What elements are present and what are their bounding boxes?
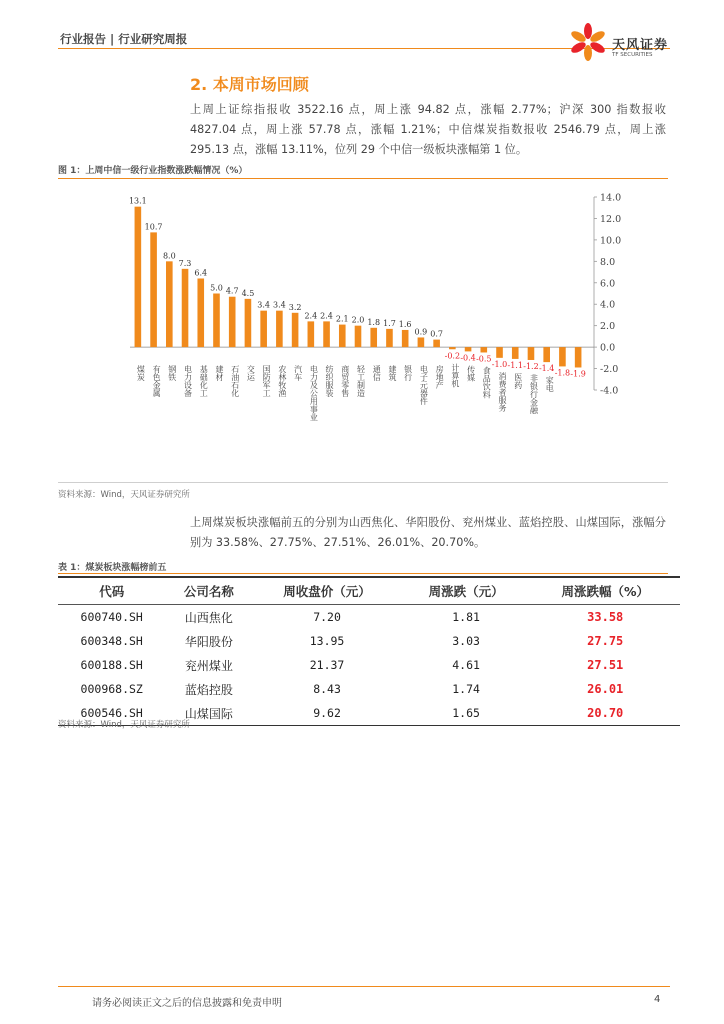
category-label: 电子元器件 <box>419 365 429 406</box>
bar <box>229 297 236 347</box>
header-change-pct: 周涨跌幅（%） <box>530 577 680 605</box>
category-label: 轻工制造 <box>356 365 366 398</box>
footer-divider <box>58 986 670 987</box>
figure-bottom-divider <box>58 482 668 483</box>
bar-value-label: -1.4 <box>538 364 555 374</box>
category-label: 建筑 <box>387 365 397 382</box>
bar <box>543 347 550 362</box>
y-tick-label: 10.0 <box>600 235 622 247</box>
y-tick-label: 12.0 <box>600 213 622 225</box>
cell-close-price: 9.62 <box>252 701 402 726</box>
bar <box>292 313 299 347</box>
header-breadcrumb: 行业报告 | 行业研究周报 <box>60 32 188 46</box>
figure-caption: 图 1：上周中信一级行业指数涨跌幅情况（%） <box>58 166 248 176</box>
figure-source: 资料来源：Wind，天风证券研究所 <box>58 490 190 500</box>
cell-company: 兖州煤业 <box>184 658 233 673</box>
category-label: 商贸零售 <box>340 365 350 398</box>
category-label: 银行 <box>403 365 413 382</box>
header-change: 周涨跌（元） <box>402 577 531 605</box>
cell-change-pct: 27.75 <box>587 634 624 648</box>
cell-company: 华阳股份 <box>184 634 233 649</box>
table-row <box>58 653 680 677</box>
bar <box>433 340 440 348</box>
market-review-paragraph: 上周上证综指报收 3522.16 点，周上涨 94.82 点，涨幅 2.77%；沪深 300 指数报收 4827.04 点，周上涨 57.78 点，涨幅 1.21%；中信煤炭指数报收 2546.79 点，周上涨 295.13 点，涨幅 13.11%，位列 29 个中信一级板块涨幅第 1 位。 <box>190 103 666 156</box>
bar <box>245 299 252 347</box>
bar-value-label: 1.7 <box>383 318 396 328</box>
category-label: 通信 <box>372 365 382 382</box>
category-label: 电力及公用事业 <box>309 365 319 422</box>
table-row <box>58 605 680 630</box>
table-source: 资料来源：Wind，天风证券研究所 <box>58 720 190 730</box>
bar <box>418 337 425 347</box>
cell-change: 4.61 <box>452 658 480 672</box>
bar <box>260 311 267 347</box>
category-label: 电力设备 <box>183 365 193 398</box>
bar-value-label: -0.4 <box>460 353 476 363</box>
cell-code: 000968.SZ <box>80 682 143 696</box>
bar-value-label: -1.2 <box>523 361 539 371</box>
bar <box>197 278 204 347</box>
bar-value-label: 2.4 <box>304 311 318 321</box>
bar-value-label: -1.9 <box>570 369 586 379</box>
y-tick-label: -4.0 <box>600 385 619 397</box>
cell-company: 山煤国际 <box>165 701 252 726</box>
bar-value-label: 10.7 <box>144 222 163 232</box>
category-label: 有色金属 <box>152 365 162 398</box>
bar-value-label: 0.9 <box>414 327 428 337</box>
cell-change: 1.81 <box>452 610 480 624</box>
y-tick-label: 2.0 <box>600 321 616 333</box>
cell-company: 山西焦化 <box>184 610 233 625</box>
bar-value-label: 5.0 <box>210 283 223 293</box>
bar-value-label: 6.4 <box>194 268 208 278</box>
category-label: 汽车 <box>293 365 303 382</box>
bar-value-label: 4.7 <box>225 286 239 296</box>
bar <box>465 347 472 351</box>
bar-value-label: 8.0 <box>162 251 176 261</box>
cell-change: 1.65 <box>402 701 531 726</box>
y-tick-label: 6.0 <box>600 278 616 290</box>
bar-value-label: 2.4 <box>320 311 333 321</box>
category-label: 建材 <box>214 365 224 382</box>
cell-close-price: 8.43 <box>313 682 341 696</box>
cell-close-price: 7.20 <box>313 610 341 624</box>
bar-value-label: -1.0 <box>491 359 508 369</box>
bar <box>182 269 189 347</box>
bar <box>370 328 377 347</box>
header-close-price: 周收盘价（元） <box>252 577 402 605</box>
category-label: 房地产 <box>435 365 445 390</box>
bar-value-label: -1.1 <box>507 360 523 370</box>
category-label: 石油石化 <box>230 365 240 398</box>
category-label: 家电 <box>545 376 555 393</box>
bar <box>135 207 142 347</box>
bar <box>512 347 519 359</box>
category-label: 计算机 <box>450 363 460 388</box>
page-number: 4 <box>654 994 661 1005</box>
logo-subtitle: TF SECURITIES <box>612 52 653 58</box>
bar <box>480 347 487 352</box>
category-label: 消费者服务 <box>498 371 508 412</box>
bar <box>559 347 566 366</box>
bar-value-label: 7.3 <box>178 258 192 268</box>
bar <box>402 330 409 347</box>
bar <box>339 325 346 348</box>
bar <box>150 232 157 347</box>
y-tick-label: -2.0 <box>600 364 619 376</box>
bar-value-label: 1.6 <box>398 319 412 329</box>
y-tick-label: 8.0 <box>600 256 616 268</box>
cell-code: 600348.SH <box>80 634 143 648</box>
cell-company: 蓝焰控股 <box>184 682 233 697</box>
bar-value-label: -0.5 <box>476 354 492 364</box>
bar <box>213 294 220 348</box>
figure-caption-divider <box>58 178 668 179</box>
bar <box>496 347 503 358</box>
category-label: 煤炭 <box>136 365 146 382</box>
header-code: 代码 <box>58 577 165 605</box>
bar-value-label: 0.7 <box>430 329 443 339</box>
bar-value-label: 3.2 <box>288 302 302 312</box>
bar-value-label: -1.8 <box>554 368 571 378</box>
cell-change-pct: 33.58 <box>587 610 624 624</box>
bar-value-label: 3.4 <box>273 300 286 310</box>
bar <box>323 321 330 347</box>
category-label: 纺织服装 <box>325 365 335 398</box>
category-label: 钢铁 <box>167 365 177 382</box>
bar <box>386 329 393 347</box>
cell-close-price: 13.95 <box>309 634 345 648</box>
bar <box>528 347 535 360</box>
category-label: 医药 <box>513 372 523 389</box>
bar-value-label: 13.1 <box>128 196 147 206</box>
top-gainers-paragraph: 上周煤炭板块涨幅前五的分别为山西焦化、华阳股份、兖州煤业、蓝焰控股、山煤国际，涨幅分别为 33.58%、27.75%、27.51%、26.01%、20.70%。 <box>190 516 666 549</box>
cell-code: 600546.SH <box>58 701 165 726</box>
cell-close-price: 21.37 <box>309 658 345 672</box>
cell-change: 3.03 <box>452 634 480 648</box>
table-row <box>58 629 680 653</box>
category-label: 非银行金融 <box>529 373 539 414</box>
cell-change-pct: 27.51 <box>587 658 624 672</box>
bar-value-label: 4.5 <box>241 288 255 298</box>
bar <box>166 261 173 347</box>
bar-value-label: -0.2 <box>444 351 461 361</box>
category-label: 基础化工 <box>199 365 209 398</box>
bar <box>575 347 582 367</box>
table-caption: 表 1：煤炭板块涨幅榜前五 <box>58 563 167 573</box>
bar-value-label: 2.1 <box>335 314 349 324</box>
section-title: 2. 本周市场回顾 <box>190 75 309 94</box>
category-label: 食品饮料 <box>482 366 492 399</box>
table-header-row <box>58 577 680 605</box>
bar-value-label: 3.4 <box>257 300 271 310</box>
category-label: 国防军工 <box>262 365 272 398</box>
y-tick-label: 14.0 <box>600 192 622 204</box>
cell-code: 600188.SH <box>80 658 143 672</box>
category-label: 交运 <box>246 365 256 382</box>
table-caption-divider <box>58 573 668 574</box>
y-tick-label: 4.0 <box>600 299 616 311</box>
header-company: 公司名称 <box>165 577 252 605</box>
bar-value-label: 1.8 <box>367 317 381 327</box>
table-row <box>58 677 680 701</box>
footer-disclaimer: 请务必阅读正文之后的信息披露和免责申明 <box>92 998 282 1009</box>
y-tick-label: 0.0 <box>600 342 616 354</box>
category-label: 传媒 <box>466 365 476 382</box>
category-label: 农林牧渔 <box>277 365 287 398</box>
cell-change-pct: 20.70 <box>530 701 680 726</box>
top-gainers-table <box>58 576 680 726</box>
logo-name: 天风证券 <box>612 38 669 53</box>
bar-value-label: 2.0 <box>351 315 365 325</box>
bar <box>355 326 362 347</box>
bar <box>308 321 315 347</box>
cell-code: 600740.SH <box>80 610 143 624</box>
cell-change: 1.74 <box>452 682 480 696</box>
bar <box>276 311 283 347</box>
industry-change-bar-chart <box>58 185 658 480</box>
bar <box>449 347 456 349</box>
cell-change-pct: 26.01 <box>587 682 624 696</box>
